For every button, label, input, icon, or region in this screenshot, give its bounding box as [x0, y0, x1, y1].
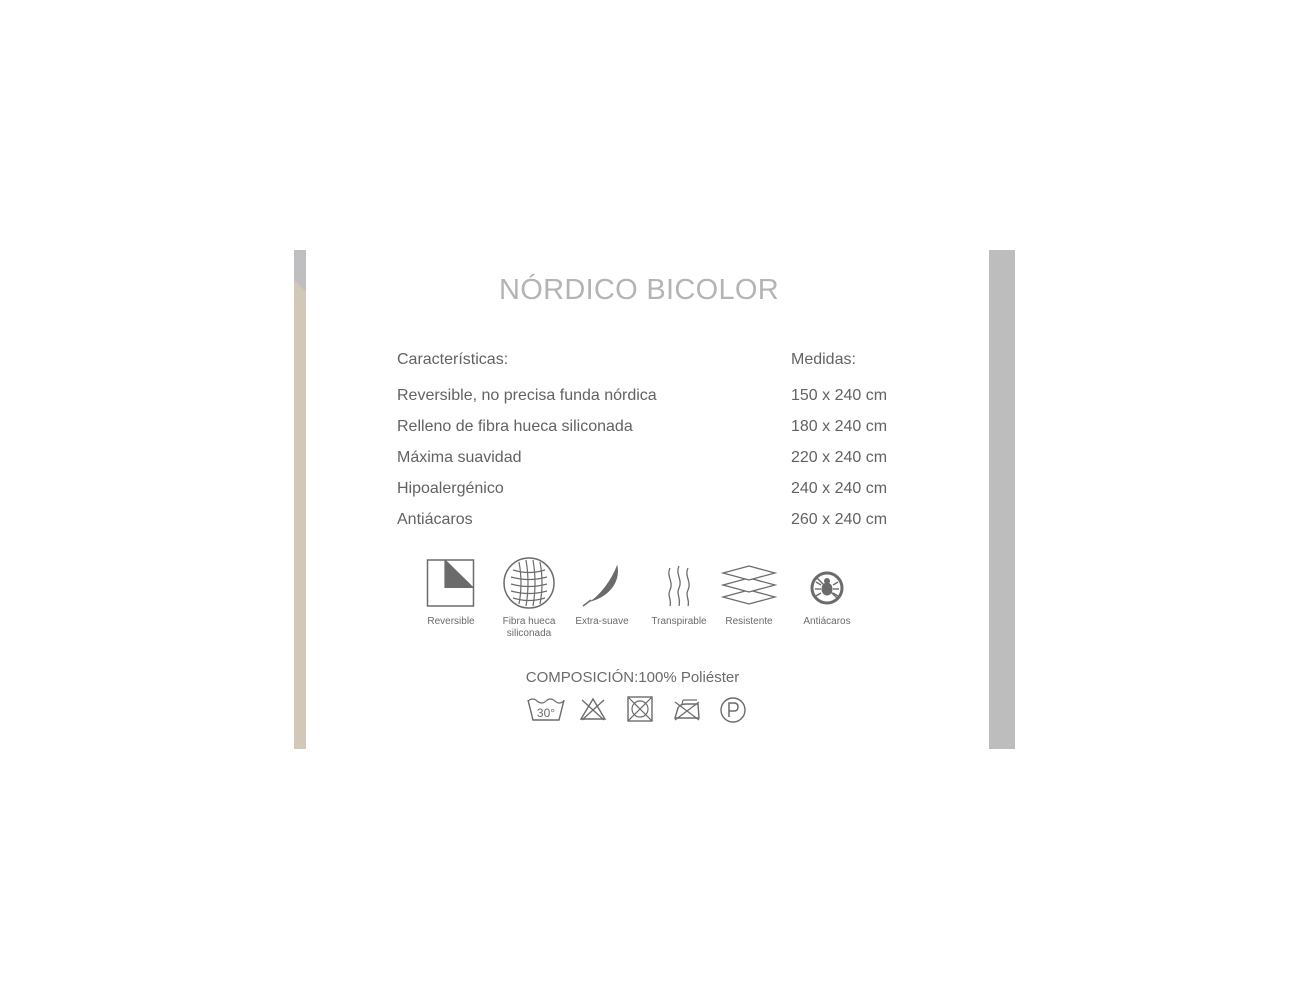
characteristic-item: Máxima suavidad	[397, 449, 522, 466]
product-title: NÓRDICO BICOLOR	[498, 274, 780, 306]
measures-heading: Medidas:	[791, 351, 856, 368]
no-bleach-icon	[579, 696, 607, 722]
hollow-fiber-icon	[501, 556, 557, 610]
no-tumble-dry-icon	[626, 696, 654, 722]
no-iron-icon	[672, 696, 702, 722]
care-no-iron	[672, 696, 702, 727]
characteristics-heading: Características:	[397, 351, 509, 368]
layers-icon	[721, 556, 777, 606]
care-dry-clean-p	[719, 696, 747, 729]
right-color-stripe	[989, 250, 1015, 749]
feature-reversible	[426, 556, 476, 608]
product-card	[294, 250, 1015, 749]
feature-anti-mite	[809, 556, 845, 608]
dry-clean-p-icon	[719, 696, 747, 724]
wash-temp-label: 30°	[536, 706, 556, 720]
feature-breathable	[664, 556, 694, 608]
characteristic-item: Reversible, no precisa funda nórdica	[397, 387, 657, 404]
measure-item: 220 x 240 cm	[791, 449, 888, 466]
feature-label-hollow-fiber: Fibra hueca siliconada	[502, 616, 556, 639]
characteristic-item: Antiácaros	[397, 511, 473, 528]
care-no-bleach	[579, 696, 607, 727]
feature-resistant	[721, 556, 777, 606]
feature-extra-soft	[581, 556, 623, 608]
measure-item: 180 x 240 cm	[791, 418, 888, 435]
characteristic-item: Relleno de fibra hueca siliconada	[397, 418, 633, 435]
feature-label-extra-soft: Extra-suave	[575, 616, 629, 627]
characteristic-item: Hipoalergénico	[397, 480, 504, 497]
feature-label-reversible: Reversible	[427, 616, 475, 627]
feather-icon	[581, 556, 623, 608]
reversible-icon	[426, 556, 476, 608]
breathable-icon	[664, 556, 694, 608]
composition-text: COMPOSICIÓN:100% Poliéster	[525, 669, 740, 686]
feature-label-breathable: Transpirable	[651, 616, 707, 627]
feature-label-anti-mite: Antiácaros	[803, 616, 851, 627]
wash-30-icon	[527, 696, 565, 722]
care-no-tumble-dry	[626, 696, 654, 727]
measure-item: 150 x 240 cm	[791, 387, 888, 404]
care-wash-30	[527, 696, 565, 727]
feature-hollow-fiber	[501, 556, 557, 610]
measure-item: 260 x 240 cm	[791, 511, 888, 528]
feature-label-resistant: Resistente	[725, 616, 773, 627]
anti-mite-icon	[809, 556, 845, 608]
measure-item: 240 x 240 cm	[791, 480, 888, 497]
